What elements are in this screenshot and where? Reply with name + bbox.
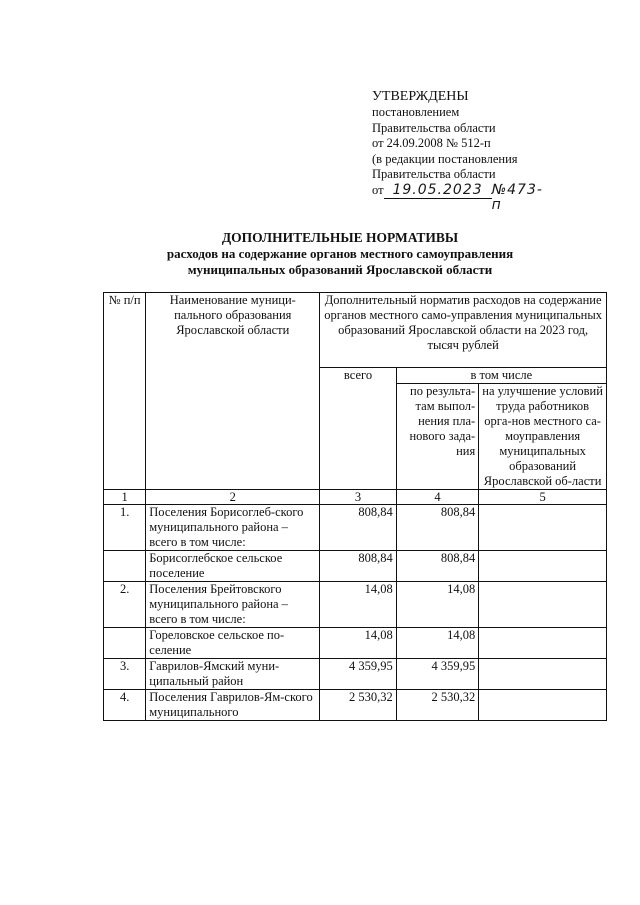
handwritten-number: №473-п — [491, 181, 543, 213]
approval-line: Правительства области — [372, 167, 496, 181]
col-number: 2 — [146, 490, 320, 505]
col-number: 4 — [396, 490, 478, 505]
approval-block — [372, 88, 622, 214]
header-total: всего — [320, 368, 396, 490]
row-name: Поселения Гаврилов-Ям-ского муниципального — [146, 690, 320, 721]
row-name: Поселения Борисоглеб-ского муниципального района – всего в том числе: — [146, 505, 320, 551]
header-results: по результа-там выпол-нения пла-нового зада-ния — [396, 384, 478, 490]
sig-prefix: от — [372, 182, 384, 197]
row-name: Поселения Брейтовского муниципального района – всего в том числе: — [146, 582, 320, 628]
row-no — [104, 551, 146, 582]
table-row — [104, 659, 607, 690]
approval-line: от 24.09.2008 № 512-п — [372, 136, 491, 150]
title-line-2: расходов на содержание органов местного самоуправления — [166, 246, 514, 261]
row-no: 2. — [104, 582, 146, 628]
header-no: № п/п — [104, 293, 146, 490]
row-results: 4 359,95 — [396, 659, 478, 690]
row-improve — [479, 551, 607, 582]
table-row — [104, 628, 607, 659]
col-number: 5 — [479, 490, 607, 505]
row-total: 808,84 — [320, 551, 396, 582]
row-improve — [479, 628, 607, 659]
row-name: Гаврилов-Ямский муни-ципальный район — [146, 659, 320, 690]
norms-table — [103, 292, 607, 721]
handwritten-date: 19.05.2023 — [384, 183, 492, 200]
header-including: в том числе — [396, 368, 606, 384]
approval-line: постановлением — [372, 105, 460, 119]
title-line-1: ДОПОЛНИТЕЛЬНЫЕ НОРМАТИВЫ — [221, 230, 459, 245]
header-norm: Дополнительный норматив расходов на содержание органов местного само-управления муниципальных образований Ярославской области на 2023 год, тысяч рублей — [320, 293, 607, 368]
header-improve: на улучшение условий труда работников орга-нов местного са-моуправления муниципальных образований Ярославской об-ласти — [479, 384, 607, 490]
approval-line: Правительства области — [372, 120, 496, 135]
col-number: 3 — [320, 490, 396, 505]
table-row — [104, 582, 607, 628]
row-results: 808,84 — [396, 551, 478, 582]
row-improve — [479, 582, 607, 628]
row-name: Гореловское сельское по-селение — [146, 628, 320, 659]
row-total: 14,08 — [320, 628, 396, 659]
row-improve — [479, 659, 607, 690]
row-results: 808,84 — [396, 505, 478, 551]
header-row — [104, 293, 607, 368]
col-number: 1 — [104, 490, 146, 505]
row-total: 14,08 — [320, 582, 396, 628]
row-no: 3. — [104, 659, 146, 690]
title-line-3: муниципальных образований Ярославской области — [187, 262, 493, 277]
approval-heading: УТВЕРЖДЕНЫ — [372, 89, 469, 104]
table-row — [104, 505, 607, 551]
table-row — [104, 690, 607, 721]
row-improve — [479, 505, 607, 551]
header-name: Наименование муници-пального образования Ярославской области — [146, 293, 320, 490]
row-no — [104, 628, 146, 659]
row-total: 808,84 — [320, 505, 396, 551]
column-number-row — [104, 490, 607, 505]
row-total: 2 530,32 — [320, 690, 396, 721]
row-total: 4 359,95 — [320, 659, 396, 690]
row-name: Борисоглебское сельское поселение — [146, 551, 320, 582]
signature-line — [372, 183, 622, 214]
table-row — [104, 551, 607, 582]
row-results: 2 530,32 — [396, 690, 478, 721]
approval-line: (в редакции постановления — [372, 151, 518, 166]
document-title — [40, 230, 640, 278]
row-no: 1. — [104, 505, 146, 551]
row-no: 4. — [104, 690, 146, 721]
row-improve — [479, 690, 607, 721]
row-results: 14,08 — [396, 582, 478, 628]
row-results: 14,08 — [396, 628, 478, 659]
